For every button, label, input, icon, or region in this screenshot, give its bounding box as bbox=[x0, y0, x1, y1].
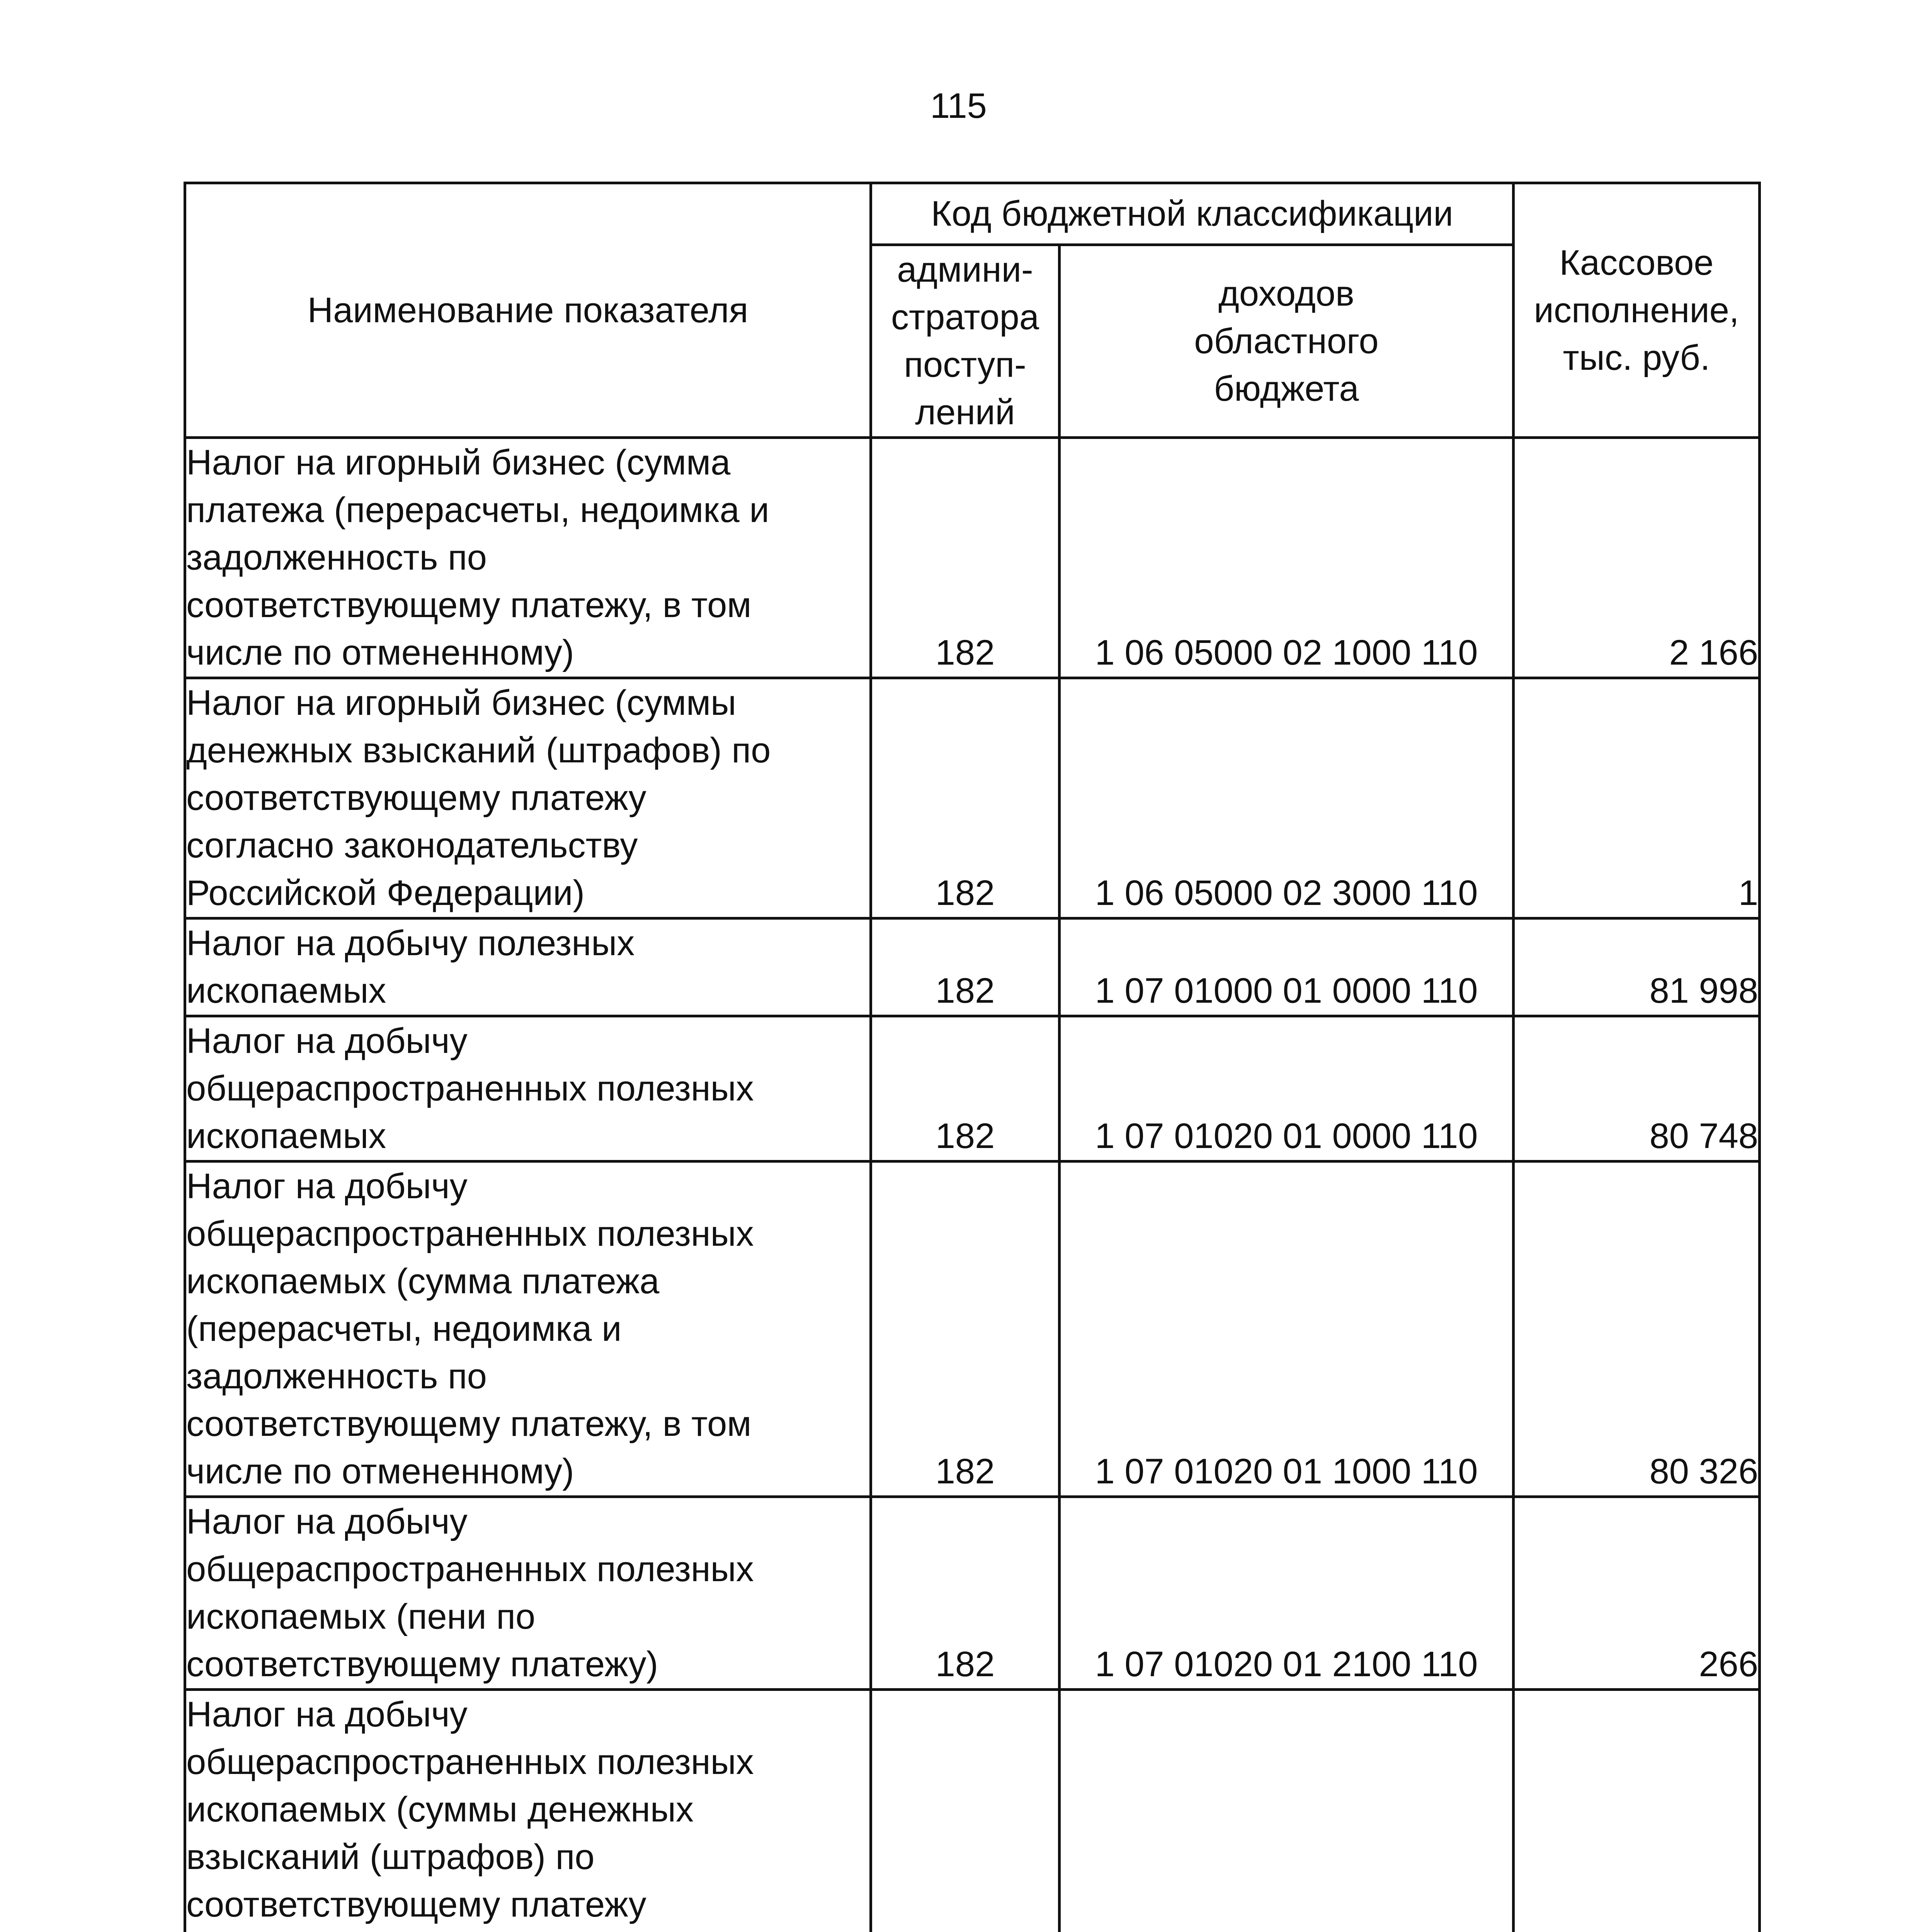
budget-classification-code: 1 06 05000 02 1000 110 bbox=[1060, 438, 1514, 678]
indicator-name: Налог на добычу полезных ископаемых bbox=[185, 918, 871, 1016]
header-indicator-name: Наименование показателя bbox=[185, 183, 871, 438]
indicator-name: Налог на добычу общераспространенных полезных ископаемых bbox=[185, 1016, 871, 1162]
indicator-name: Налог на добычу общераспространенных полезных ископаемых (пени по соответствующему платежу) bbox=[185, 1497, 871, 1690]
header-classification-code: Код бюджетной классификации bbox=[871, 183, 1514, 245]
table-row bbox=[185, 438, 1760, 678]
budget-classification-code: 1 07 01020 01 0000 110 bbox=[1060, 1016, 1514, 1162]
table-header bbox=[185, 183, 1760, 438]
administrator-code: 182 bbox=[871, 678, 1060, 918]
cash-execution-amount: 2 166 bbox=[1514, 438, 1760, 678]
header-regional-budget-income-text: доходов областного бюджета bbox=[1194, 274, 1379, 408]
table-body bbox=[185, 438, 1760, 1932]
budget-revenue-table bbox=[184, 182, 1761, 1932]
table-row bbox=[185, 918, 1760, 1016]
indicator-name: Налог на игорный бизнес (сумма платежа (перерасчеты, недоимка и задолженность по соответствующему платежу, в том числе по отмененному) bbox=[185, 438, 871, 678]
page-number: 115 bbox=[930, 86, 987, 126]
budget-classification-code bbox=[1060, 1690, 1514, 1932]
indicator-name: Налог на добычу общераспространенных полезных ископаемых (сумма платежа (перерасчеты, недоимка и задолженность по соответствующему платежу, в том числе по отмененному) bbox=[185, 1162, 871, 1497]
cash-execution-amount bbox=[1514, 1690, 1760, 1932]
cash-execution-amount: 80 748 bbox=[1514, 1016, 1760, 1162]
indicator-name: Налог на игорный бизнес (суммы денежных взысканий (штрафов) по соответствующему платежу согласно законодательству Российской Федерации) bbox=[185, 678, 871, 918]
cash-execution-amount: 1 bbox=[1514, 678, 1760, 918]
cash-execution-amount: 266 bbox=[1514, 1497, 1760, 1690]
indicator-name: Налог на добычу общераспространенных полезных ископаемых (суммы денежных взысканий (штрафов) по соответствующему платежу bbox=[185, 1690, 871, 1932]
administrator-code: 182 bbox=[871, 918, 1060, 1016]
table-row bbox=[185, 1497, 1760, 1690]
budget-classification-code: 1 06 05000 02 3000 110 bbox=[1060, 678, 1514, 918]
budget-classification-code: 1 07 01020 01 2100 110 bbox=[1060, 1497, 1514, 1690]
header-revenue-administrator-text: админи- стратора поступ- лений bbox=[891, 250, 1039, 432]
header-cash-execution-text: Кассовое исполнение, тыс. руб. bbox=[1534, 243, 1739, 378]
header-revenue-administrator bbox=[871, 245, 1060, 438]
budget-classification-code: 1 07 01020 01 1000 110 bbox=[1060, 1162, 1514, 1497]
header-cash-execution bbox=[1514, 183, 1760, 438]
cash-execution-amount: 81 998 bbox=[1514, 918, 1760, 1016]
budget-classification-code: 1 07 01000 01 0000 110 bbox=[1060, 918, 1514, 1016]
administrator-code bbox=[871, 1690, 1060, 1932]
table-row bbox=[185, 1016, 1760, 1162]
header-regional-budget-income bbox=[1060, 245, 1514, 438]
table-row bbox=[185, 1690, 1760, 1932]
table-row bbox=[185, 678, 1760, 918]
administrator-code: 182 bbox=[871, 1016, 1060, 1162]
administrator-code: 182 bbox=[871, 438, 1060, 678]
table-row bbox=[185, 1162, 1760, 1497]
administrator-code: 182 bbox=[871, 1162, 1060, 1497]
cash-execution-amount: 80 326 bbox=[1514, 1162, 1760, 1497]
administrator-code: 182 bbox=[871, 1497, 1060, 1690]
